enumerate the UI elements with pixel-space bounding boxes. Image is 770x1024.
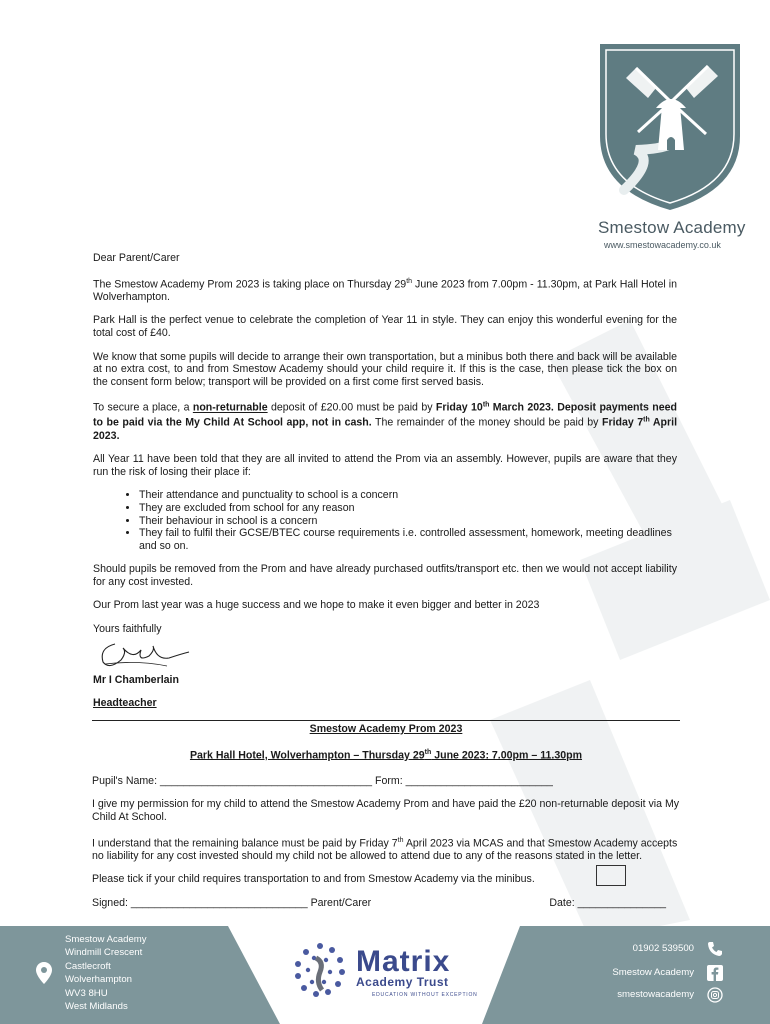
signature-icon [97,638,197,670]
transport-checkbox[interactable] [596,865,626,886]
form-subtitle: Park Hall Hotel, Wolverhampton – Thursday 29th June 2023: 7.00pm – 11.30pm [189,748,583,762]
facebook-handle: Smestow Academy [612,967,694,978]
transport-request: Please tick if your child requires transportation to and from Smestow Academy via the minibus. [92,873,535,886]
conditions-list [93,489,677,552]
signed-field[interactable]: Signed: ______________________________ Parent/Carer [92,896,372,909]
paragraph-cost: Park Hall is the perfect venue to celebrate the completion of Year 11 in style. They can enjoy this wonderful evening for the total cost of £40. [93,314,677,339]
salutation: Dear Parent/Carer [93,252,180,264]
signature-row [92,897,680,910]
trust-name: Matrix [356,945,451,978]
facebook-icon[interactable] [707,965,723,981]
paragraph-deposit: To secure a place, a non-returnable deposit of £20.00 must be paid by Friday 10th March 2023. Deposit payments need to be paid via the My Child At School app, not in cash. The remainder of the money should be paid by Friday 7th April 2023. [93,401,678,442]
location-pin-icon [36,962,52,984]
school-crest [596,40,744,212]
trust-tagline: EDUCATION WITHOUT EXCEPTION [372,992,478,998]
paragraph-venue: The Smestow Academy Prom 2023 is taking place on Thursday 29th June 2023 from 7.00pm - 11.30pm, at Park Hall Hotel in Wolverhampton. [93,277,677,303]
list-item: • They fail to fulfil their GCSE/BTEC course requirements i.e. controlled assessment, homework, meeting deadlines and so on. [139,527,677,552]
paragraph-liability: Should pupils be removed from the Prom and have already purchased outfits/transport etc. then we would not accept liability for any cost invested. [93,563,677,588]
date-field[interactable]: Date: _______________ [549,896,666,909]
paragraph-transport: We know that some pupils will decide to arrange their own transportation, but a minibus both there and back will be available at no extra cost, to and from Smestow Academy should your child require it. If this is the case, then please tick the box on the consent form below; transport will be provided on a first come first served basis. [93,350,677,388]
pupil-name-field[interactable]: Pupil's Name: ____________________________________ Form: _________________________ [92,774,553,787]
school-url: www.smestowacademy.co.uk [604,240,721,250]
phone-icon [707,941,723,957]
consent-form [92,720,680,909]
school-name: Smestow Academy [598,218,746,237]
windmill-logo-icon [596,40,744,212]
list-item: • They are excluded from school for any reason [139,502,677,515]
balance-statement: I understand that the remaining balance must be paid by Friday 7th April 2023 via MCAS and that Smestow Academy accepts no liability for any cost invested should my child not be allowed to attend due to any of the reasons stated in the letter. [92,836,678,862]
instagram-icon[interactable] [707,987,723,1003]
instagram-handle: smestowacademy [617,989,694,1000]
phone-number: 01902 539500 [632,943,694,954]
address-block: Smestow Academy Windmill Crescent Castlecroft Wolverhampton WV3 8HU West Midlands [65,934,147,1013]
form-title: Smestow Academy Prom 2023 [309,723,463,735]
list-item: • Their attendance and punctuality to school is a concern [139,489,677,502]
paragraph-conditions: All Year 11 have been told that they are all invited to attend the Prom via an assembly. However, pupils are aware that they run the risk of losing their place if: [93,453,677,478]
paragraph-success: Our Prom last year was a huge success and we hope to make it even bigger and better in 2023 [93,599,540,612]
letter-body [93,252,677,721]
trust-subtitle: Academy Trust [356,975,449,989]
divider [92,720,680,721]
signer-name: Mr I Chamberlain [93,673,179,686]
permission-statement: I give my permission for my child to attend the Smestow Academy Prom and have paid the £20 non-returnable deposit via My Child At School. [92,798,680,823]
matrix-logo-icon [290,940,350,1000]
list-item: • Their behaviour in school is a concern [139,515,677,528]
closing: Yours faithfully [93,623,162,636]
signer-title: Headteacher [93,697,157,710]
